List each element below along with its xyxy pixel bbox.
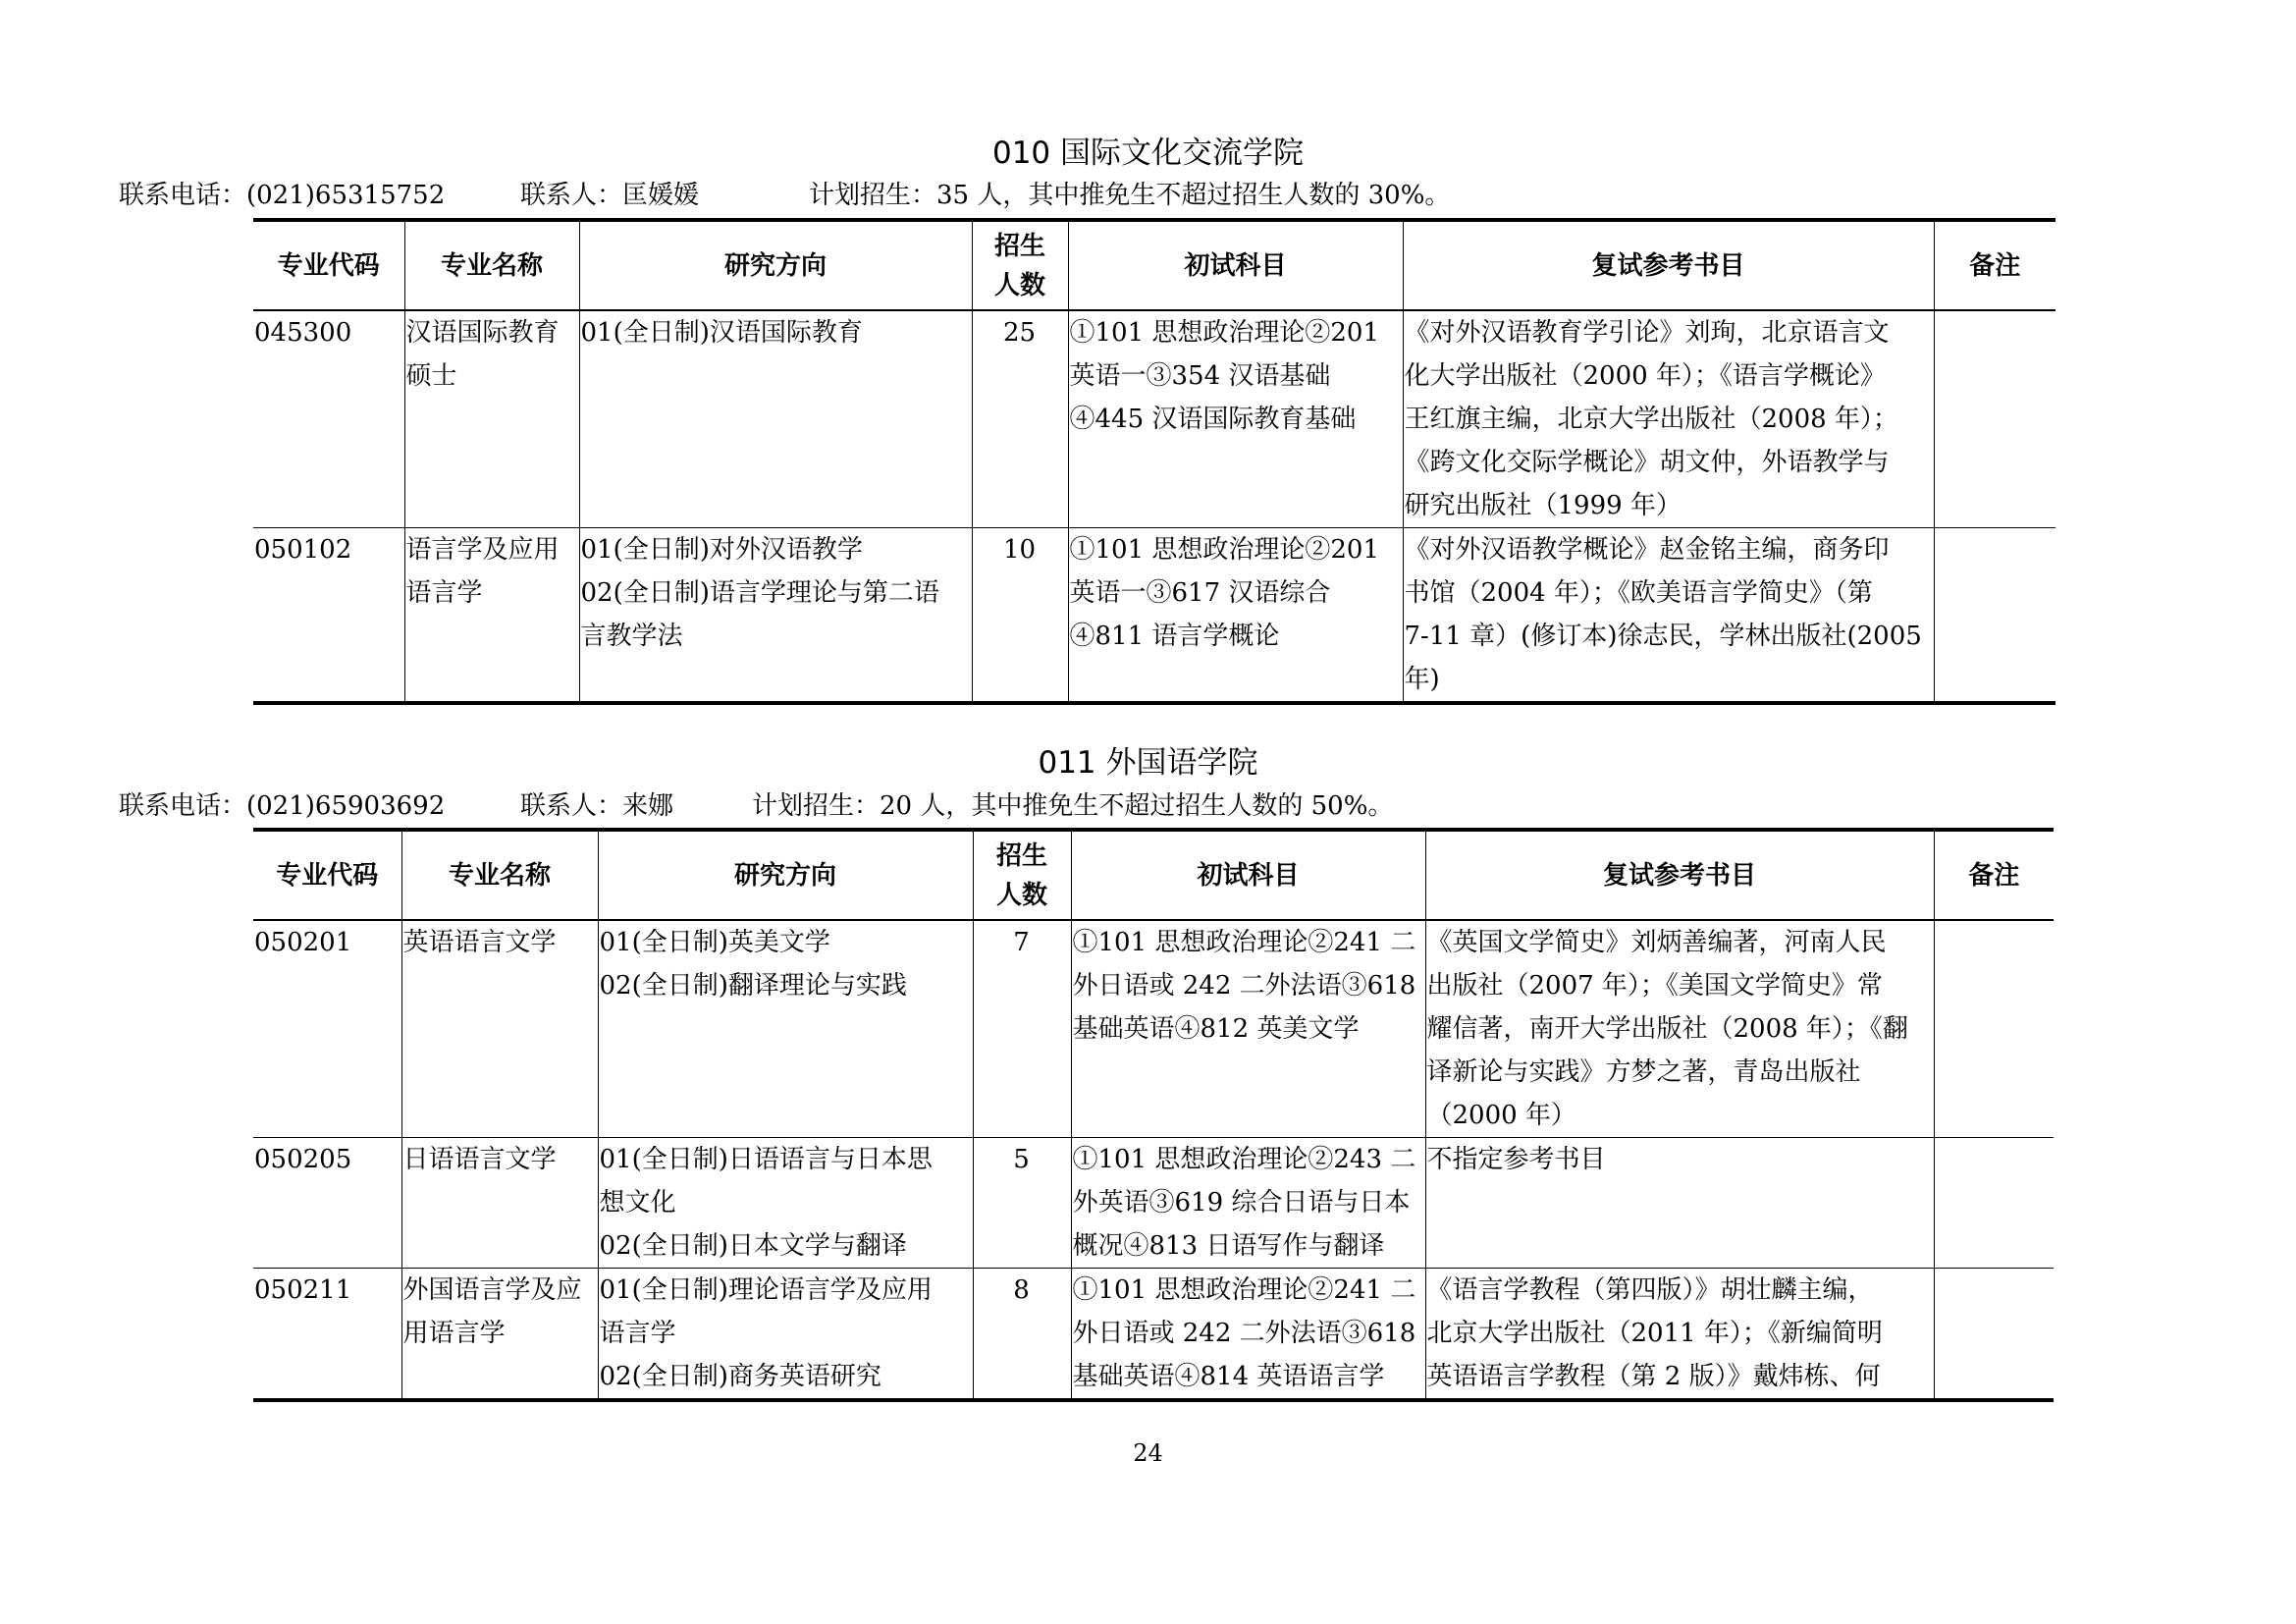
table-row [253, 1138, 2054, 1269]
program-code: 050201 [254, 928, 352, 957]
header-code: 专业代码 [253, 830, 401, 920]
program-name: 外国语言学及应 用语言学 [402, 1275, 582, 1348]
header-exam: 初试科目 [1071, 830, 1425, 920]
header-direction: 研究方向 [579, 220, 972, 310]
reference-books: 不指定参考书目 [1426, 1145, 1606, 1174]
program-code: 050211 [254, 1275, 352, 1305]
program-name: 日语语言文学 [402, 1145, 557, 1174]
program-name: 汉语国际教育 硕士 [405, 318, 560, 391]
header-exam: 初试科目 [1068, 220, 1403, 310]
program-code: 050205 [254, 1145, 352, 1174]
contact-phone: 联系电话：(021)65315752 [119, 181, 446, 210]
exam-subjects: ①101 思想政治理论②241 二 外日语或 242 二外法语③618 基础英语④814 英语语言学 [1072, 1275, 1416, 1391]
header-note: 备注 [1934, 220, 2056, 310]
program-name: 英语语言文学 [402, 928, 557, 957]
enrollment-count: 5 [1013, 1145, 1030, 1174]
program-name: 语言学及应用 语言学 [405, 535, 560, 608]
contact-person: 联系人：来娜 [520, 791, 674, 821]
header-books: 复试参考书目 [1403, 220, 1934, 310]
table-header-row [253, 220, 2056, 310]
table-row [253, 920, 2054, 1138]
page-number: 24 [1133, 1439, 1163, 1467]
enrollment-count: 7 [1013, 928, 1030, 957]
header-direction: 研究方向 [598, 830, 973, 920]
research-direction: 01(全日制)对外汉语教学 02(全日制)语言学理论与第二语 言教学法 [580, 535, 939, 651]
header-books: 复试参考书目 [1425, 830, 1934, 920]
enrollment-plan: 计划招生：20 人，其中推免生不超过招生人数的 50%。 [752, 791, 1394, 821]
reference-books: 《语言学教程（第四版）》胡壮麟主编， 北京大学出版社（2011 年）；《新编简明 英语语言学教程（第 2 版）》戴炜栋、何 [1426, 1275, 1883, 1391]
enrollment-plan: 计划招生：35 人，其中推免生不超过招生人数的 30%。 [809, 181, 1451, 210]
enrollment-count: 25 [1002, 318, 1037, 348]
research-direction: 01(全日制)英美文学 02(全日制)翻译理论与实践 [599, 928, 907, 1001]
enrollment-count: 10 [1002, 535, 1037, 565]
program-code: 050102 [254, 535, 352, 565]
header-count: 招生 人数 [973, 830, 1071, 920]
contact-phone: 联系电话：(021)65903692 [119, 791, 446, 821]
program-table [253, 828, 2054, 1402]
table-row [253, 528, 2056, 704]
section-title: 010 国际文化交流学院 [991, 135, 1305, 171]
exam-subjects: ①101 思想政治理论②241 二 外日语或 242 二外法语③618 基础英语④812 英美文学 [1072, 928, 1416, 1044]
section-title: 011 外国语学院 [1038, 745, 1258, 781]
research-direction: 01(全日制)汉语国际教育 [580, 318, 863, 348]
header-code: 专业代码 [253, 220, 404, 310]
research-direction: 01(全日制)日语语言与日本思 想文化 02(全日制)日本文学与翻译 [599, 1145, 933, 1261]
exam-subjects: ①101 思想政治理论②243 二 外英语③619 综合日语与日本 概况④813 日语写作与翻译 [1072, 1145, 1416, 1261]
reference-books: 《对外汉语教育学引论》刘珣，北京语言文 化大学出版社（2000 年）；《语言学概论》 王红旗主编，北京大学出版社（2008 年）； 《跨文化交际学概论》胡文仲，外语教学与 研究出版社（1999 年） [1404, 318, 1898, 520]
program-code: 045300 [254, 318, 352, 348]
exam-subjects: ①101 思想政治理论②201 英语一③617 汉语综合 ④811 语言学概论 [1069, 535, 1380, 651]
exam-subjects: ①101 思想政治理论②201 英语一③354 汉语基础 ④445 汉语国际教育基础 [1069, 318, 1380, 434]
research-direction: 01(全日制)理论语言学及应用 语言学 02(全日制)商务英语研究 [599, 1275, 933, 1391]
contact-person: 联系人：匡媛媛 [520, 181, 700, 210]
reference-books: 《对外汉语教学概论》赵金铭主编，商务印 书馆（2004 年）；《欧美语言学简史》（第 7-11 章）(修订本)徐志民，学林出版社(2005 年) [1404, 535, 1922, 694]
enrollment-count: 8 [1013, 1275, 1030, 1305]
header-note: 备注 [1934, 830, 2054, 920]
header-name: 专业名称 [404, 220, 579, 310]
header-name: 专业名称 [401, 830, 598, 920]
program-table [253, 218, 2056, 705]
table-row [253, 310, 2056, 528]
header-count: 招生 人数 [972, 220, 1068, 310]
table-header-row [253, 830, 2054, 920]
reference-books: 《英国文学简史》刘炳善编著，河南人民 出版社（2007 年）；《美国文学简史》常 耀信著，南开大学出版社（2008 年）；《翻 译新论与实践》方梦之著，青岛出版社 （2000 年） [1426, 928, 1908, 1130]
table-row [253, 1269, 2054, 1401]
